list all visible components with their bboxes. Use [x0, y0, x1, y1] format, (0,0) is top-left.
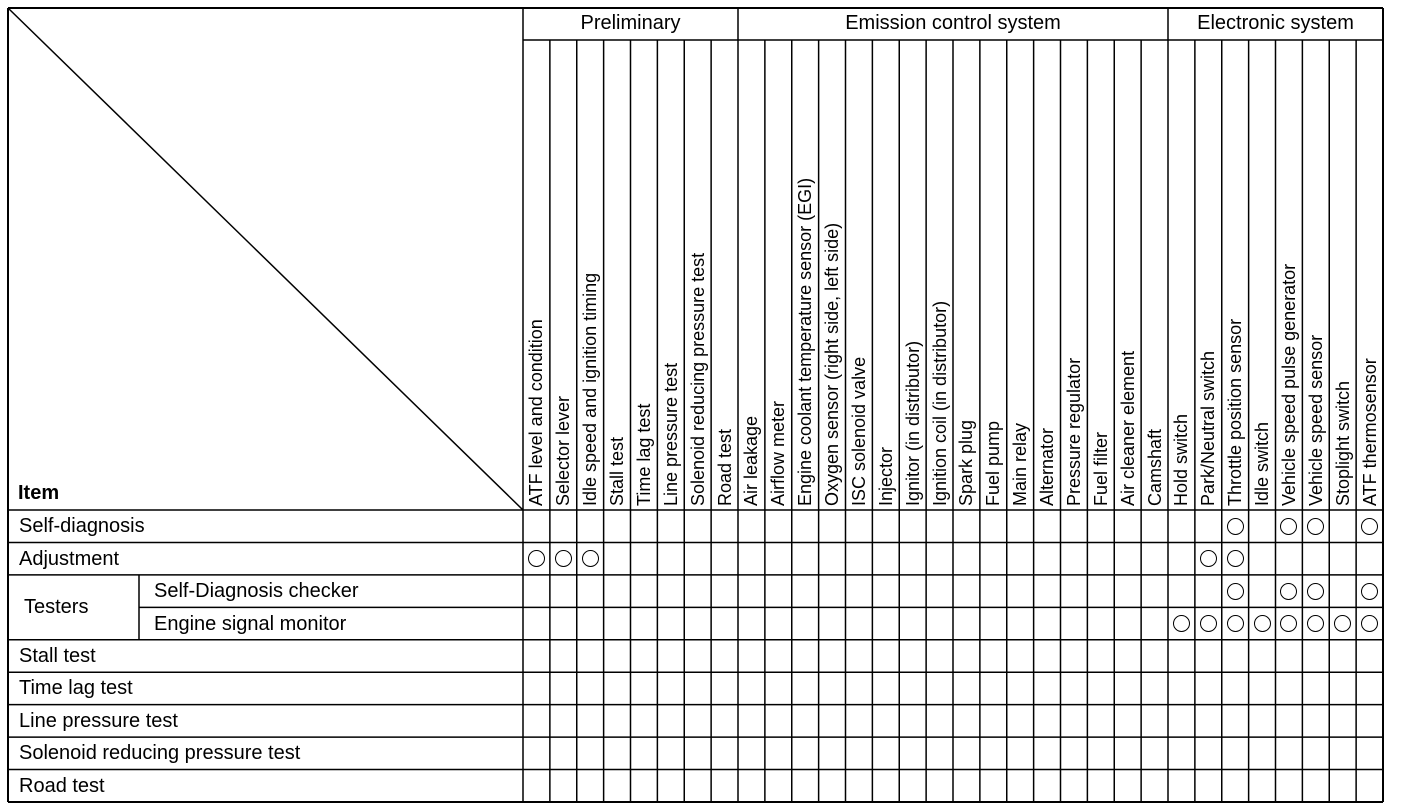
check-mark-circle	[528, 550, 545, 567]
column-header-label: ATF thermosensor	[1359, 358, 1380, 506]
column-header-label: Stall test	[607, 436, 628, 506]
check-mark-circle	[1227, 550, 1244, 567]
check-mark-circle	[1227, 518, 1244, 535]
check-mark-circle	[1361, 615, 1378, 632]
column-header-label: Fuel pump	[983, 420, 1004, 506]
check-mark-circle	[1307, 615, 1324, 632]
group-header-label: Electronic system	[1197, 12, 1354, 34]
column-header-label: Main relay	[1010, 422, 1031, 506]
check-mark-circle	[1361, 583, 1378, 600]
column-header-label: Ignition coil (in distributor)	[929, 300, 950, 506]
item-header-label: Item	[18, 482, 60, 504]
column-header-label: Injector	[875, 446, 896, 506]
column-header-label: Alternator	[1037, 427, 1058, 506]
column-header-label: Idle switch	[1252, 421, 1273, 506]
check-mark-circle	[1200, 550, 1217, 567]
column-header-label: ATF level and condition	[526, 319, 547, 506]
column-header-label: Park/Neutral switch	[1198, 350, 1219, 506]
column-header-label: Pressure regulator	[1063, 357, 1084, 506]
row-label: Road test	[19, 774, 105, 797]
check-mark-circle	[1361, 518, 1378, 535]
column-header-label: Time lag test	[633, 403, 654, 506]
row-label: Time lag test	[19, 677, 133, 700]
column-header-label: Solenoid reducing pressure test	[687, 252, 708, 506]
check-mark-circle	[1173, 615, 1190, 632]
check-mark-circle	[1227, 583, 1244, 600]
column-header-label: Line pressure test	[660, 362, 681, 506]
row-label: Self-Diagnosis checker	[154, 580, 359, 603]
check-mark-circle	[582, 550, 599, 567]
column-header-label: Stoplight switch	[1332, 380, 1353, 506]
column-header-label: Hold switch	[1171, 413, 1192, 506]
column-header-label: Airflow meter	[768, 400, 789, 506]
row-label: Adjustment	[19, 547, 120, 570]
column-header-label: Selector lever	[553, 395, 574, 506]
column-header-label: Camshaft	[1144, 428, 1165, 506]
check-mark-circle	[1280, 583, 1297, 600]
column-header-label: Engine coolant temperature sensor (EGI)	[795, 177, 816, 506]
column-header-label: Air leakage	[741, 415, 762, 506]
row-label: Engine signal monitor	[154, 612, 347, 635]
check-mark-circle	[1280, 615, 1297, 632]
check-mark-circle	[555, 550, 572, 567]
check-mark-circle	[1280, 518, 1297, 535]
check-mark-circle	[1307, 518, 1324, 535]
row-label: Line pressure test	[19, 709, 178, 732]
row-label: Stall test	[19, 645, 96, 667]
check-mark-circle	[1307, 583, 1324, 600]
testers-group-label: Testers	[24, 596, 89, 619]
column-header-label: Vehicle speed pulse generator	[1278, 263, 1299, 506]
check-mark-circle	[1334, 615, 1351, 632]
column-header-label: Air cleaner element	[1117, 350, 1138, 506]
check-mark-circle	[1227, 615, 1244, 632]
column-header-label: Fuel filter	[1090, 431, 1111, 506]
column-header-label: Idle speed and ignition timing	[580, 272, 601, 506]
column-header-label: Road test	[714, 428, 735, 506]
column-header-label: Throttle position sensor	[1225, 318, 1246, 506]
column-header-label: Oxygen sensor (right side, left side)	[822, 222, 843, 506]
row-label: Solenoid reducing pressure test	[19, 742, 301, 765]
check-mark-circle	[1254, 615, 1271, 632]
row-label: Self-diagnosis	[19, 515, 145, 538]
column-header-label: Spark plug	[956, 419, 977, 506]
group-header-label: Emission control system	[845, 12, 1061, 34]
column-header-label: Vehicle speed sensor	[1305, 334, 1326, 506]
check-mark-circle	[1200, 615, 1217, 632]
column-header-label: ISC solenoid valve	[848, 356, 869, 506]
group-header-label: Preliminary	[580, 12, 681, 34]
column-header-label: Ignitor (in distributor)	[902, 340, 923, 506]
